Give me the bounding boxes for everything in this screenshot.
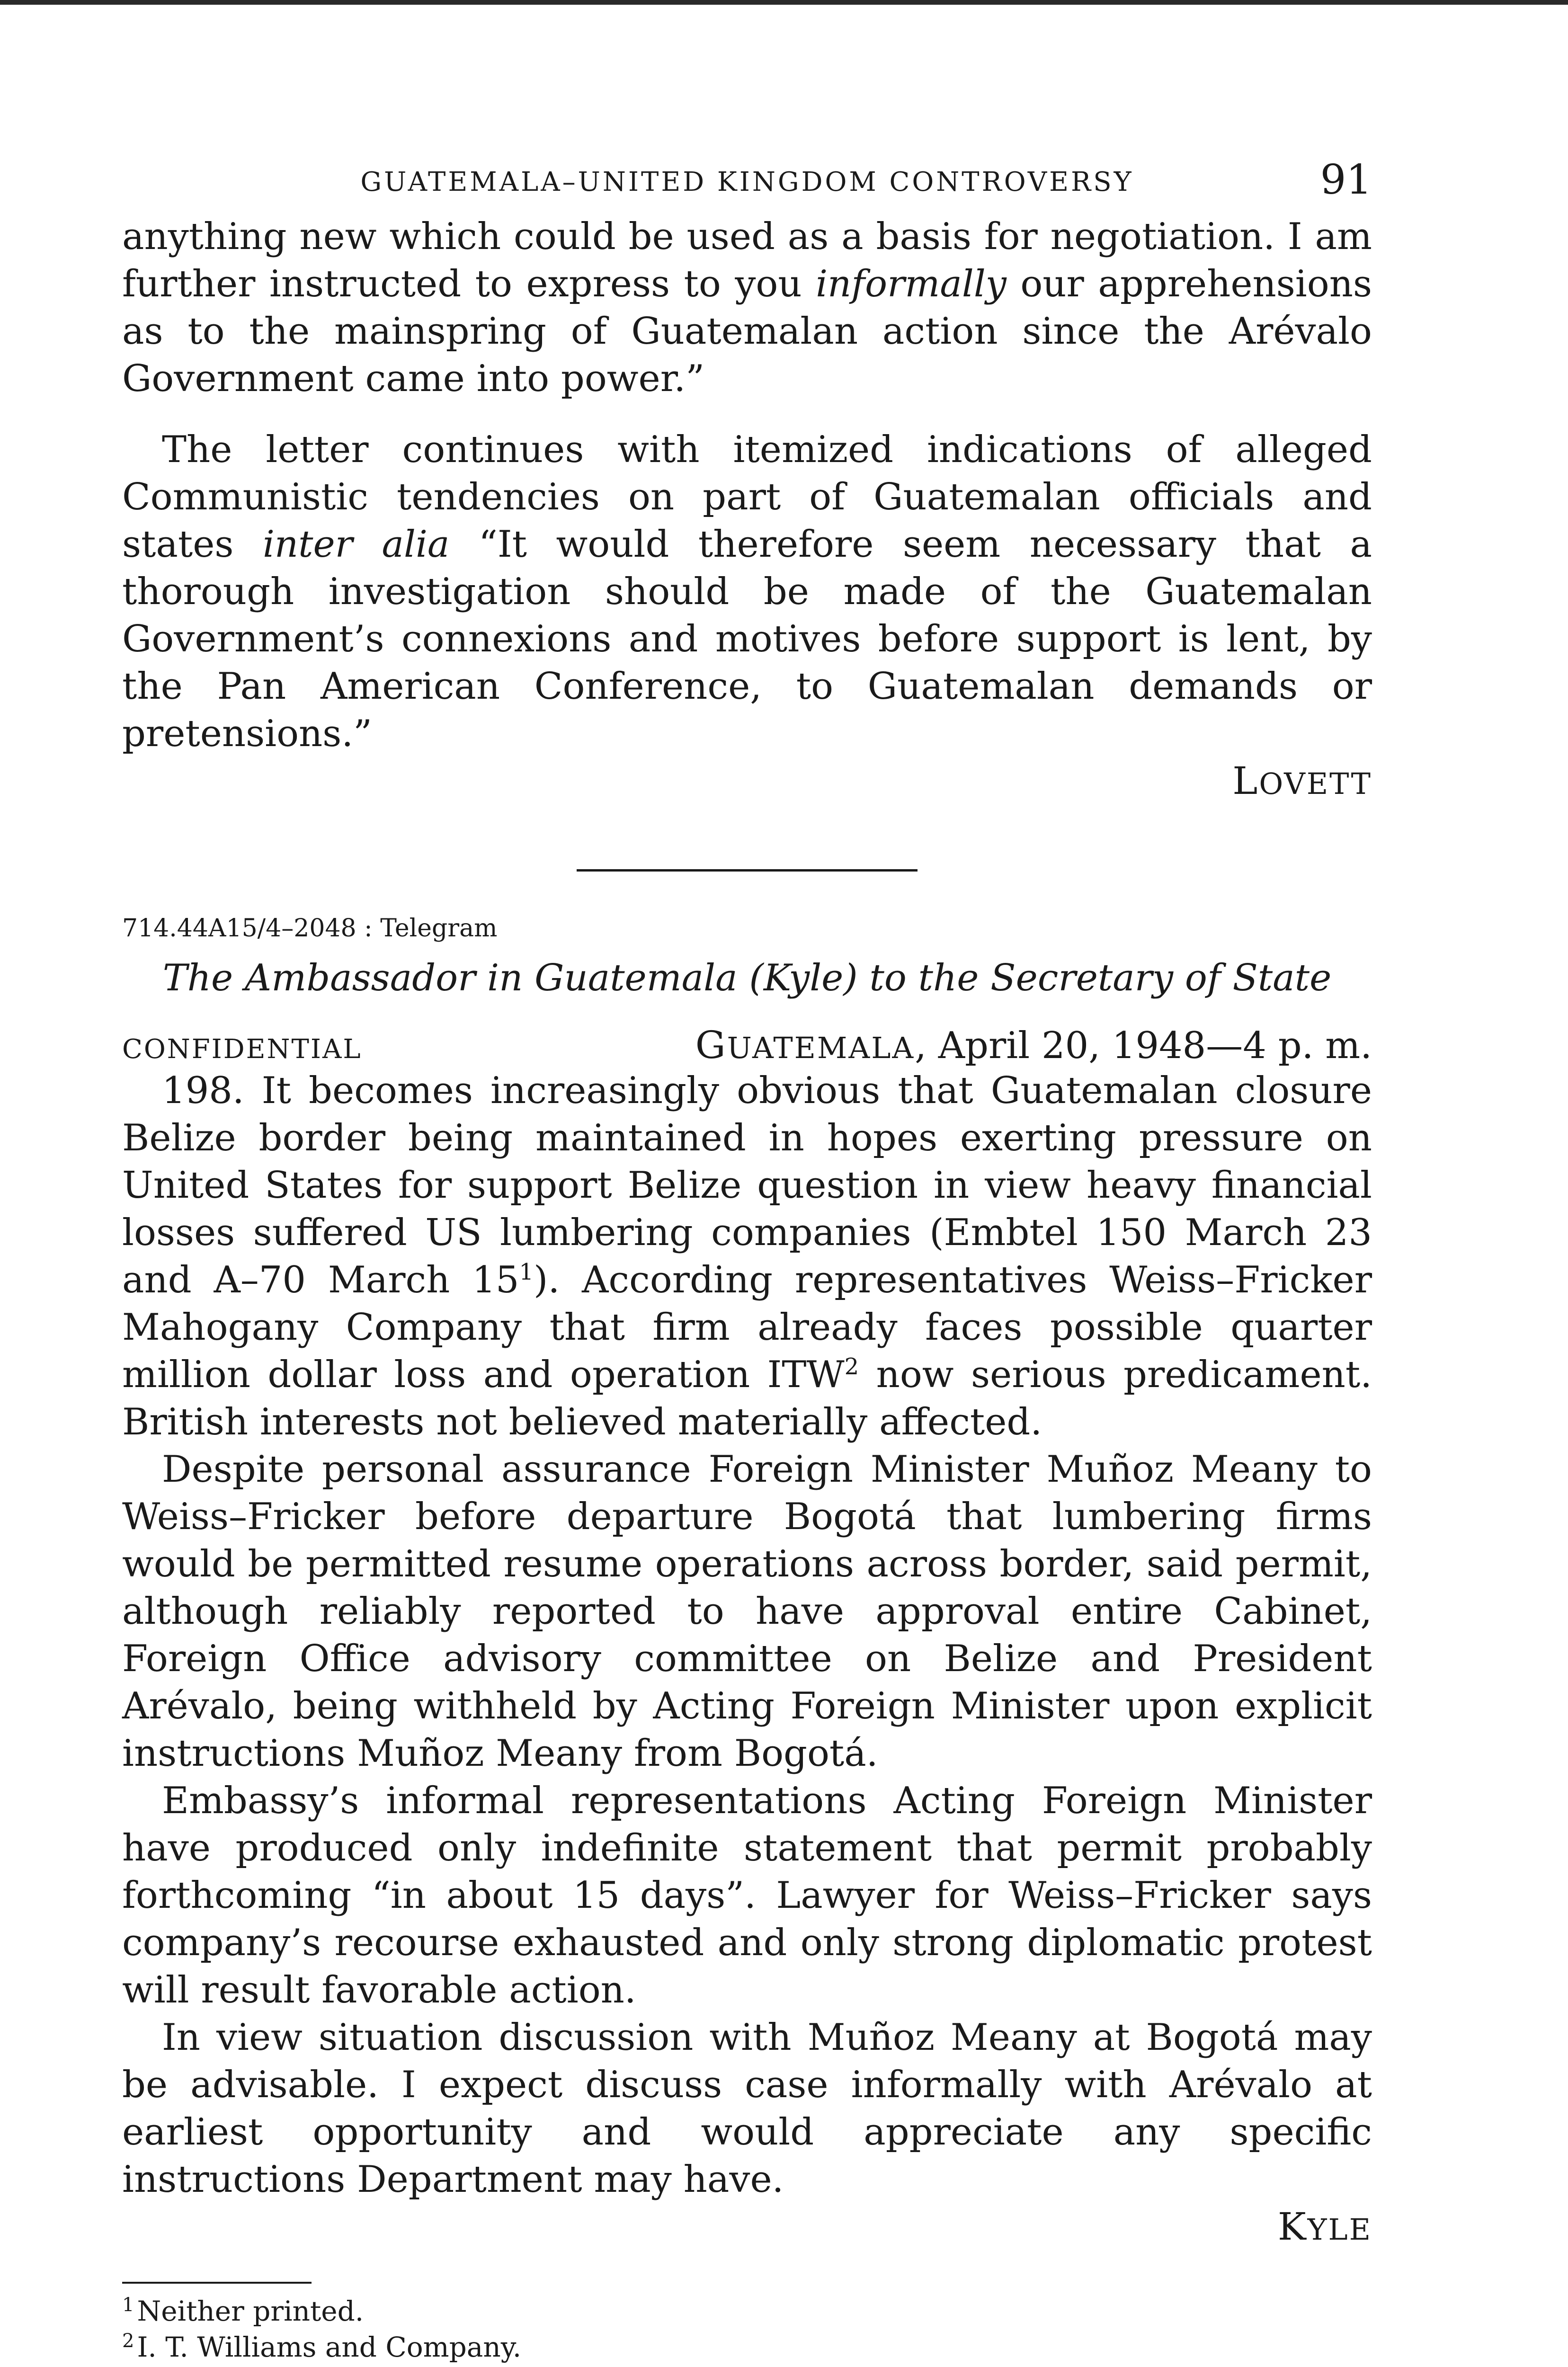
signature-rest: OVETT [1259,766,1372,801]
footnote-text: I. T. Williams and Company. [137,2331,522,2363]
classification-dateline [122,1023,1372,1067]
classification-label: CONFIDENTIAL [122,1034,362,1065]
dateline-place: UATEMALA [727,1031,915,1065]
running-title: GUATEMALA–UNITED KINGDOM CONTROVERSY [360,167,1134,197]
continued-paragraph [122,213,1372,402]
paragraph-text: ). According representatives Weiss–Fricker Mahogany Company that firm already faces possible quarter million dollar loss and operation ITW [122,1259,1372,1396]
footnote-text: Neither printed. [137,2295,364,2327]
telegram-paragraph-4: In view situation discussion with Muñoz Meany at Bogotá may be advisable. I expect discuss case informally with Arévalo at earliest opportunity and would appreciate any specific instructions Department may have. [122,2016,1372,2201]
footnote-1 [122,2293,1372,2329]
telegram-paragraph-2: Despite personal assurance Foreign Minister Muñoz Meany to Weiss–Fricker before departure Bogotá that lumbering firms would be permitted resume operations across border, said permit, although reliably reported to have approval entire Cabinet, Foreign Office advisory committee on Belize and President Arévalo, being withheld by Acting Foreign Minister upon explicit instructions Muñoz Meany from Bogotá. [122,1448,1372,1775]
paragraph-text: now serious predicament. British interests not believed materially affected. [122,1353,1372,1443]
footnote-2 [122,2329,1372,2365]
italic-text: informally [816,263,1007,305]
footnote-ref-2: 2 [844,1353,859,1380]
telegram-paragraph-3: Embassy’s informal representations Acting Foreign Minister have produced only indefinite statement that permit probably forthcoming “in about 15 days”. Lawyer for Weiss–Fricker says company’s recourse exhausted and only strong diplomatic protest will result favorable action. [122,1780,1372,2011]
top-border-rule [0,0,1568,5]
file-reference: 714.44A15/4–2048 : Telegram [122,914,498,943]
dateline [695,1023,1372,1067]
dateline-place-initial: G [695,1023,727,1067]
document-page [122,156,1372,2365]
signature-initial: L [1232,759,1259,803]
dateline-date: , April 20, 1948—4 p. m. [915,1024,1372,1067]
paragraph-text: our apprehensions as to the mainspring of Guatemalan action since the Arévalo Government came into power.” [122,263,1372,400]
letter-summary-paragraph [122,426,1372,757]
section-divider [577,869,918,872]
paragraph-text: anything new which could be used as a basis for negotiation. I am further instructed to express to you [122,215,1372,305]
footnotes [122,2293,1372,2365]
footnote-ref-1: 1 [519,1259,534,1285]
signature-rest: YLE [1307,2212,1372,2247]
telegram-paragraph-1 [122,1067,1372,1446]
footnote-number: 1 [122,2294,134,2316]
paragraph-text: 198. It becomes increasingly obvious that Guatemalan closure Belize border being maintained in hopes exerting pressure on United States for support Belize question in view heavy financial losses suffered US lumbering companies (Embtel 150 March 23 and A–70 March 15 [122,1069,1372,1301]
document-heading: The Ambassador in Guatemala (Kyle) to the Secretary of State [162,957,1332,999]
signature-kyle [122,2203,1372,2253]
signature-initial: K [1277,2205,1308,2249]
running-head [122,156,1372,208]
paragraph-text: The letter continues with itemized indications of alleged Communistic tendencies on part of Guatemalan officials and states [122,428,1372,566]
paragraph-text: “It would therefore seem necessary that a thorough investigation should be made of the Guatemalan Government’s connexions and motives before support is lent, by the Pan American Conference, to Guatemalan demands or pretensions.” [122,523,1372,755]
footnote-rule [122,2282,312,2284]
footnote-number: 2 [122,2330,134,2352]
signature-lovett [122,757,1372,808]
italic-text: inter alia [262,523,450,566]
page-number: 91 [1320,156,1372,204]
